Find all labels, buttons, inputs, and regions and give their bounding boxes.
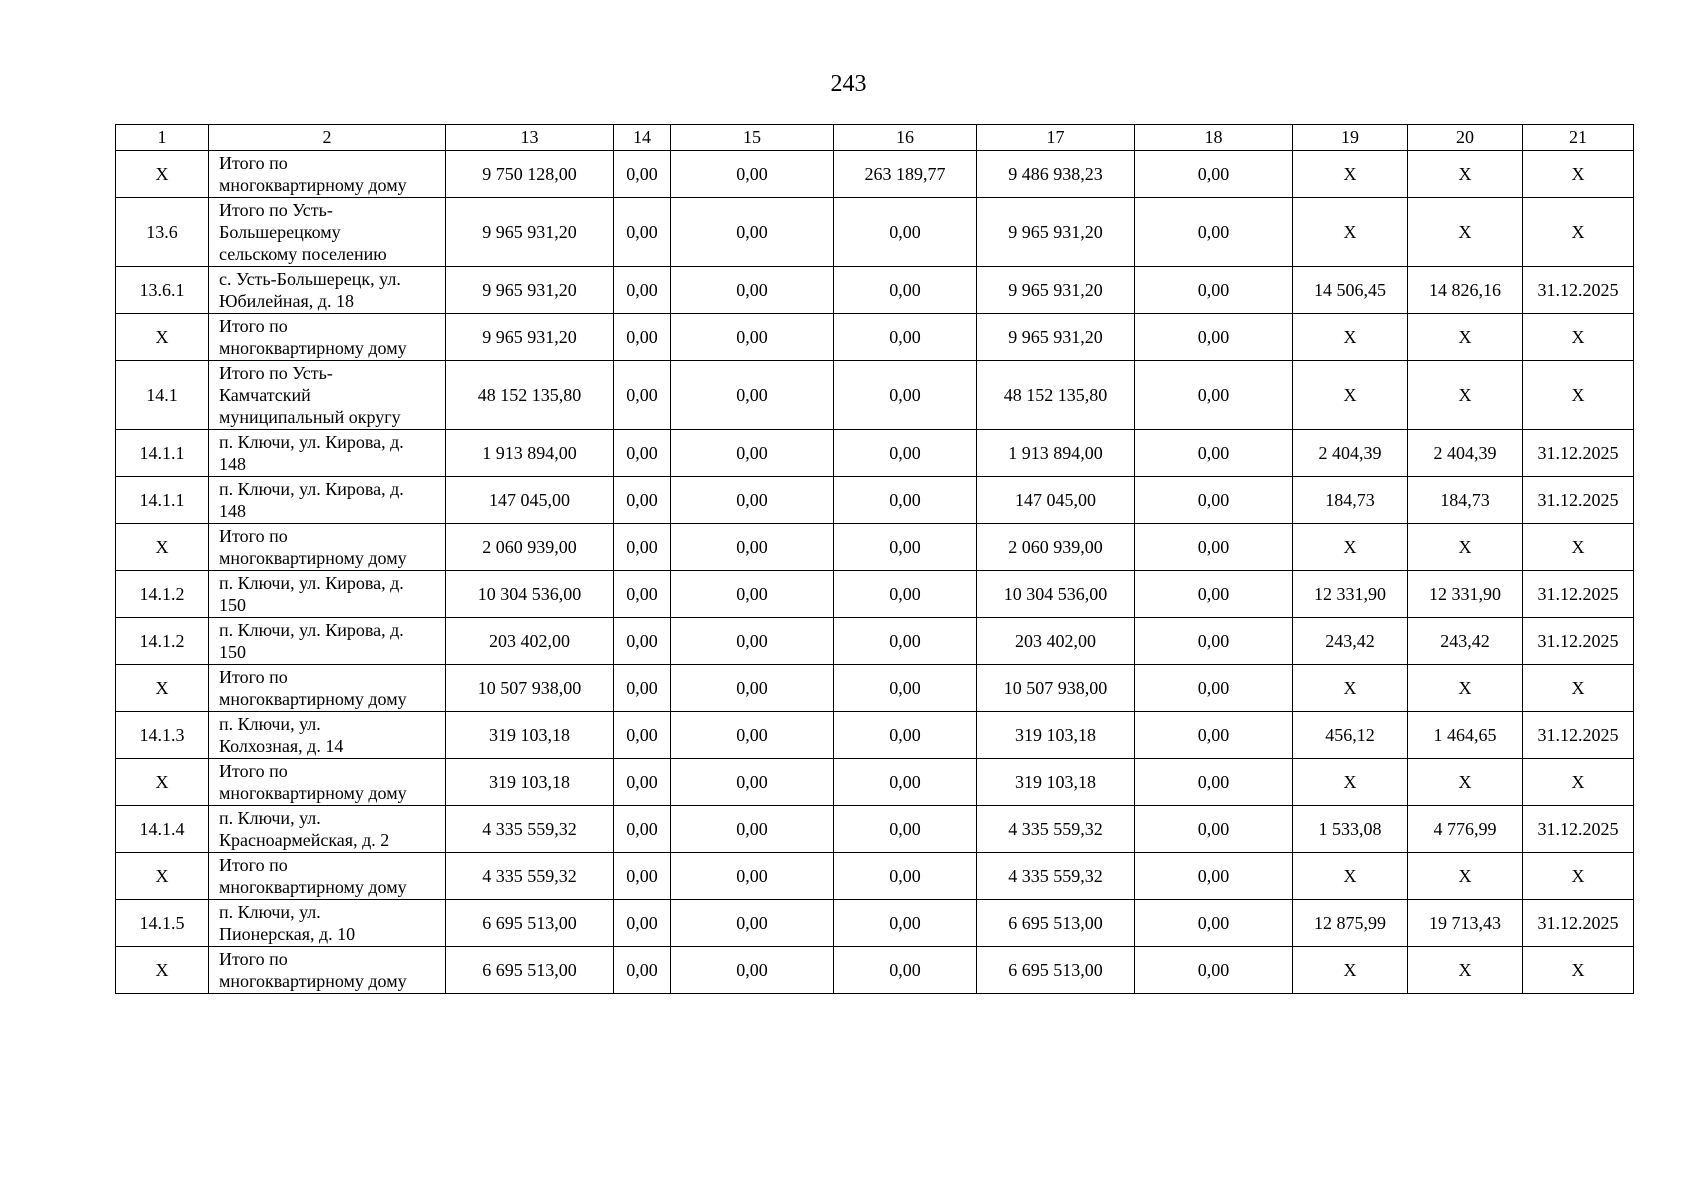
cell-c19: 243,42: [1293, 618, 1408, 665]
cell-c16: 0,00: [834, 477, 977, 524]
cell-name-line: п. Ключи, ул. Кирова, д.: [219, 620, 404, 640]
cell-c19: 12 875,99: [1293, 900, 1408, 947]
cell-c15: 0,00: [671, 267, 834, 314]
cell-c21: 31.12.2025: [1523, 712, 1634, 759]
cell-name: [209, 618, 446, 665]
cell-name-line: Колхозная, д. 14: [219, 736, 344, 756]
table-row: [116, 853, 1634, 900]
column-header-14: 14: [614, 125, 671, 151]
cell-no: 14.1.2: [116, 618, 209, 665]
cell-c17: 319 103,18: [977, 712, 1135, 759]
cell-c14: 0,00: [614, 618, 671, 665]
cell-c16: 0,00: [834, 314, 977, 361]
cell-c17: 9 965 931,20: [977, 314, 1135, 361]
cell-name: [209, 853, 446, 900]
cell-c17: 10 304 536,00: [977, 571, 1135, 618]
cell-name-line: 150: [219, 642, 246, 662]
cell-c19: X: [1293, 314, 1408, 361]
cell-c14: 0,00: [614, 806, 671, 853]
cell-c20: 12 331,90: [1408, 571, 1523, 618]
cell-c19: 1 533,08: [1293, 806, 1408, 853]
cell-c21: 31.12.2025: [1523, 806, 1634, 853]
cell-c19: 456,12: [1293, 712, 1408, 759]
cell-name-line: многоквартирному дому: [219, 548, 407, 568]
cell-c14: 0,00: [614, 853, 671, 900]
cell-c21: 31.12.2025: [1523, 430, 1634, 477]
cell-c18: 0,00: [1135, 665, 1293, 712]
cell-name: [209, 477, 446, 524]
cell-c18: 0,00: [1135, 198, 1293, 267]
cell-c14: 0,00: [614, 430, 671, 477]
table-row: [116, 665, 1634, 712]
table-row: [116, 524, 1634, 571]
cell-no: X: [116, 947, 209, 994]
cell-c20: X: [1408, 759, 1523, 806]
cell-c16: 0,00: [834, 665, 977, 712]
cell-c17: 9 486 938,23: [977, 151, 1135, 198]
cell-no: 14.1.1: [116, 477, 209, 524]
cell-name-line: п. Ключи, ул.: [219, 902, 321, 922]
cell-c13: 319 103,18: [446, 712, 614, 759]
cell-no: 14.1.5: [116, 900, 209, 947]
cell-c19: 14 506,45: [1293, 267, 1408, 314]
cell-c20: 19 713,43: [1408, 900, 1523, 947]
cell-c20: 2 404,39: [1408, 430, 1523, 477]
cell-c16: 0,00: [834, 571, 977, 618]
cell-c17: 2 060 939,00: [977, 524, 1135, 571]
cell-c15: 0,00: [671, 524, 834, 571]
cell-c15: 0,00: [671, 665, 834, 712]
cell-c15: 0,00: [671, 853, 834, 900]
cell-c18: 0,00: [1135, 361, 1293, 430]
column-header-20: 20: [1408, 125, 1523, 151]
cell-c17: 4 335 559,32: [977, 853, 1135, 900]
cell-c17: 48 152 135,80: [977, 361, 1135, 430]
cell-name-line: Итого по Усть-: [219, 200, 333, 220]
cell-c14: 0,00: [614, 712, 671, 759]
cell-name: [209, 361, 446, 430]
cell-no: X: [116, 151, 209, 198]
cell-c13: 147 045,00: [446, 477, 614, 524]
cell-name-line: п. Ключи, ул. Кирова, д.: [219, 479, 404, 499]
table-row: [116, 314, 1634, 361]
table-row: [116, 806, 1634, 853]
cell-c21: X: [1523, 853, 1634, 900]
cell-name: [209, 712, 446, 759]
cell-c14: 0,00: [614, 759, 671, 806]
cell-name-line: муниципальный округу: [219, 407, 401, 427]
cell-c18: 0,00: [1135, 853, 1293, 900]
cell-c19: X: [1293, 947, 1408, 994]
cell-c18: 0,00: [1135, 267, 1293, 314]
table-row: [116, 900, 1634, 947]
cell-c16: 0,00: [834, 430, 977, 477]
cell-name-line: многоквартирному дому: [219, 783, 407, 803]
cell-c19: 2 404,39: [1293, 430, 1408, 477]
cell-c21: X: [1523, 151, 1634, 198]
table-row: [116, 151, 1634, 198]
cell-name: [209, 571, 446, 618]
cell-c19: X: [1293, 853, 1408, 900]
table-row: [116, 430, 1634, 477]
cell-c17: 9 965 931,20: [977, 198, 1135, 267]
page-number: 243: [830, 71, 867, 97]
header-row: [116, 125, 1634, 151]
cell-c18: 0,00: [1135, 524, 1293, 571]
cell-name: [209, 314, 446, 361]
cell-c20: X: [1408, 947, 1523, 994]
cell-name-line: многоквартирному дому: [219, 338, 407, 358]
cell-name-line: Итого по: [219, 855, 288, 875]
cell-c15: 0,00: [671, 430, 834, 477]
cell-no: 14.1: [116, 361, 209, 430]
cell-c17: 319 103,18: [977, 759, 1135, 806]
cell-name-line: Итого по Усть-: [219, 363, 333, 383]
cell-c15: 0,00: [671, 900, 834, 947]
cell-no: 14.1.3: [116, 712, 209, 759]
cell-c18: 0,00: [1135, 900, 1293, 947]
cell-c13: 319 103,18: [446, 759, 614, 806]
cell-name: [209, 665, 446, 712]
cell-c20: X: [1408, 853, 1523, 900]
column-header-2: 2: [209, 125, 446, 151]
cell-c14: 0,00: [614, 151, 671, 198]
cell-no: 14.1.2: [116, 571, 209, 618]
cell-c15: 0,00: [671, 571, 834, 618]
cell-c14: 0,00: [614, 477, 671, 524]
cell-name: [209, 900, 446, 947]
cell-c15: 0,00: [671, 947, 834, 994]
cell-name: [209, 151, 446, 198]
cell-c20: X: [1408, 361, 1523, 430]
cell-c17: 9 965 931,20: [977, 267, 1135, 314]
cell-c14: 0,00: [614, 665, 671, 712]
column-header-19: 19: [1293, 125, 1408, 151]
table-row: [116, 571, 1634, 618]
column-header-16: 16: [834, 125, 977, 151]
cell-c13: 10 304 536,00: [446, 571, 614, 618]
cell-c21: 31.12.2025: [1523, 477, 1634, 524]
cell-c21: 31.12.2025: [1523, 267, 1634, 314]
cell-c18: 0,00: [1135, 430, 1293, 477]
cell-c20: 243,42: [1408, 618, 1523, 665]
cell-c16: 0,00: [834, 267, 977, 314]
cell-name-line: многоквартирному дому: [219, 971, 407, 991]
cell-c13: 4 335 559,32: [446, 806, 614, 853]
cell-c13: 6 695 513,00: [446, 947, 614, 994]
column-header-18: 18: [1135, 125, 1293, 151]
cell-c18: 0,00: [1135, 477, 1293, 524]
cell-no: X: [116, 665, 209, 712]
cell-no: X: [116, 314, 209, 361]
cell-c13: 6 695 513,00: [446, 900, 614, 947]
cell-name-line: 150: [219, 595, 246, 615]
cell-c13: 48 152 135,80: [446, 361, 614, 430]
table-row: [116, 947, 1634, 994]
cell-c19: X: [1293, 665, 1408, 712]
cell-c18: 0,00: [1135, 314, 1293, 361]
cell-name: [209, 759, 446, 806]
table-row: [116, 477, 1634, 524]
cell-c20: X: [1408, 151, 1523, 198]
cell-c21: X: [1523, 524, 1634, 571]
cell-c15: 0,00: [671, 198, 834, 267]
column-header-15: 15: [671, 125, 834, 151]
cell-name-line: 148: [219, 454, 246, 474]
cell-c16: 0,00: [834, 524, 977, 571]
cell-c13: 9 965 931,20: [446, 314, 614, 361]
cell-c14: 0,00: [614, 524, 671, 571]
cell-c17: 203 402,00: [977, 618, 1135, 665]
cell-c13: 10 507 938,00: [446, 665, 614, 712]
cell-c13: 1 913 894,00: [446, 430, 614, 477]
cell-c19: 184,73: [1293, 477, 1408, 524]
cell-c18: 0,00: [1135, 947, 1293, 994]
table-body: [116, 151, 1634, 994]
cell-name-line: п. Ключи, ул.: [219, 808, 321, 828]
cell-c20: 4 776,99: [1408, 806, 1523, 853]
cell-c19: 12 331,90: [1293, 571, 1408, 618]
table-row: [116, 759, 1634, 806]
cell-c15: 0,00: [671, 151, 834, 198]
cell-c14: 0,00: [614, 947, 671, 994]
cell-c18: 0,00: [1135, 618, 1293, 665]
cell-c17: 147 045,00: [977, 477, 1135, 524]
cell-name: [209, 524, 446, 571]
cell-c21: X: [1523, 947, 1634, 994]
cell-c19: X: [1293, 151, 1408, 198]
cell-c16: 0,00: [834, 618, 977, 665]
cell-no: X: [116, 759, 209, 806]
cell-c15: 0,00: [671, 712, 834, 759]
cell-c16: 0,00: [834, 806, 977, 853]
cell-name-line: Итого по: [219, 761, 288, 781]
cell-name-line: п. Ключи, ул. Кирова, д.: [219, 432, 404, 452]
cell-name-line: Итого по: [219, 949, 288, 969]
column-header-13: 13: [446, 125, 614, 151]
column-header-1: 1: [116, 125, 209, 151]
cell-no: 14.1.1: [116, 430, 209, 477]
cell-c17: 1 913 894,00: [977, 430, 1135, 477]
cell-c19: X: [1293, 524, 1408, 571]
cell-c20: X: [1408, 198, 1523, 267]
table-row: [116, 361, 1634, 430]
cell-c14: 0,00: [614, 267, 671, 314]
cell-name-line: п. Ключи, ул.: [219, 714, 321, 734]
cell-name: [209, 806, 446, 853]
cell-name-line: Камчатский: [219, 385, 311, 405]
cell-c18: 0,00: [1135, 712, 1293, 759]
cell-c21: X: [1523, 759, 1634, 806]
cell-name: [209, 267, 446, 314]
cell-c16: 0,00: [834, 198, 977, 267]
cell-name: [209, 430, 446, 477]
cell-c21: X: [1523, 198, 1634, 267]
cell-name-line: многоквартирному дому: [219, 877, 407, 897]
cell-c17: 6 695 513,00: [977, 900, 1135, 947]
cell-c16: 0,00: [834, 900, 977, 947]
cell-name-line: Итого по: [219, 153, 288, 173]
cell-c18: 0,00: [1135, 151, 1293, 198]
column-header-21: 21: [1523, 125, 1634, 151]
cell-name-line: 148: [219, 501, 246, 521]
cell-no: 14.1.4: [116, 806, 209, 853]
cell-c20: X: [1408, 665, 1523, 712]
cell-c19: X: [1293, 361, 1408, 430]
cell-c15: 0,00: [671, 759, 834, 806]
cell-c13: 203 402,00: [446, 618, 614, 665]
cell-c16: 263 189,77: [834, 151, 977, 198]
cell-name-line: Юбилейная, д. 18: [219, 291, 354, 311]
table-row: [116, 712, 1634, 759]
cell-c21: X: [1523, 665, 1634, 712]
cell-c20: 14 826,16: [1408, 267, 1523, 314]
cell-name: [209, 947, 446, 994]
cell-c18: 0,00: [1135, 759, 1293, 806]
cell-c14: 0,00: [614, 198, 671, 267]
cell-name-line: Большерецкому: [219, 222, 341, 242]
cell-c20: 184,73: [1408, 477, 1523, 524]
cell-c16: 0,00: [834, 759, 977, 806]
cell-no: 13.6.1: [116, 267, 209, 314]
cell-name-line: Итого по: [219, 526, 288, 546]
cell-c14: 0,00: [614, 571, 671, 618]
cell-name-line: с. Усть-Большерецк, ул.: [219, 269, 401, 289]
cell-c18: 0,00: [1135, 571, 1293, 618]
cell-c19: X: [1293, 759, 1408, 806]
cell-c21: 31.12.2025: [1523, 900, 1634, 947]
cell-c17: 10 507 938,00: [977, 665, 1135, 712]
cell-no: X: [116, 853, 209, 900]
table-row: [116, 618, 1634, 665]
cell-c14: 0,00: [614, 314, 671, 361]
cell-c16: 0,00: [834, 947, 977, 994]
cell-c21: 31.12.2025: [1523, 571, 1634, 618]
table-row: [116, 198, 1634, 267]
cell-no: 13.6: [116, 198, 209, 267]
cell-c21: 31.12.2025: [1523, 618, 1634, 665]
cell-c13: 9 965 931,20: [446, 198, 614, 267]
cell-c15: 0,00: [671, 361, 834, 430]
cell-c15: 0,00: [671, 477, 834, 524]
cell-c13: 4 335 559,32: [446, 853, 614, 900]
table-row: [116, 267, 1634, 314]
cell-no: X: [116, 524, 209, 571]
cell-name-line: Пионерская, д. 10: [219, 924, 356, 944]
cell-c21: X: [1523, 314, 1634, 361]
cell-c13: 9 965 931,20: [446, 267, 614, 314]
cell-name: [209, 198, 446, 267]
cell-c17: 6 695 513,00: [977, 947, 1135, 994]
cell-c16: 0,00: [834, 361, 977, 430]
cell-c15: 0,00: [671, 314, 834, 361]
cell-c20: 1 464,65: [1408, 712, 1523, 759]
cell-c16: 0,00: [834, 712, 977, 759]
cell-c14: 0,00: [614, 900, 671, 947]
cell-c13: 2 060 939,00: [446, 524, 614, 571]
cell-c15: 0,00: [671, 806, 834, 853]
cell-c19: X: [1293, 198, 1408, 267]
cell-name-line: п. Ключи, ул. Кирова, д.: [219, 573, 404, 593]
data-table: [115, 124, 1634, 994]
cell-c16: 0,00: [834, 853, 977, 900]
cell-name-line: многоквартирному дому: [219, 175, 407, 195]
cell-c14: 0,00: [614, 361, 671, 430]
cell-c13: 9 750 128,00: [446, 151, 614, 198]
cell-name-line: Итого по: [219, 667, 288, 687]
cell-c15: 0,00: [671, 618, 834, 665]
cell-name-line: Красноармейская, д. 2: [219, 830, 390, 850]
cell-c18: 0,00: [1135, 806, 1293, 853]
cell-name-line: Итого по: [219, 316, 288, 336]
cell-name-line: сельскому поселению: [219, 244, 387, 264]
cell-c20: X: [1408, 314, 1523, 361]
cell-c17: 4 335 559,32: [977, 806, 1135, 853]
column-header-17: 17: [977, 125, 1135, 151]
cell-name-line: многоквартирному дому: [219, 689, 407, 709]
cell-c20: X: [1408, 524, 1523, 571]
cell-c21: X: [1523, 361, 1634, 430]
